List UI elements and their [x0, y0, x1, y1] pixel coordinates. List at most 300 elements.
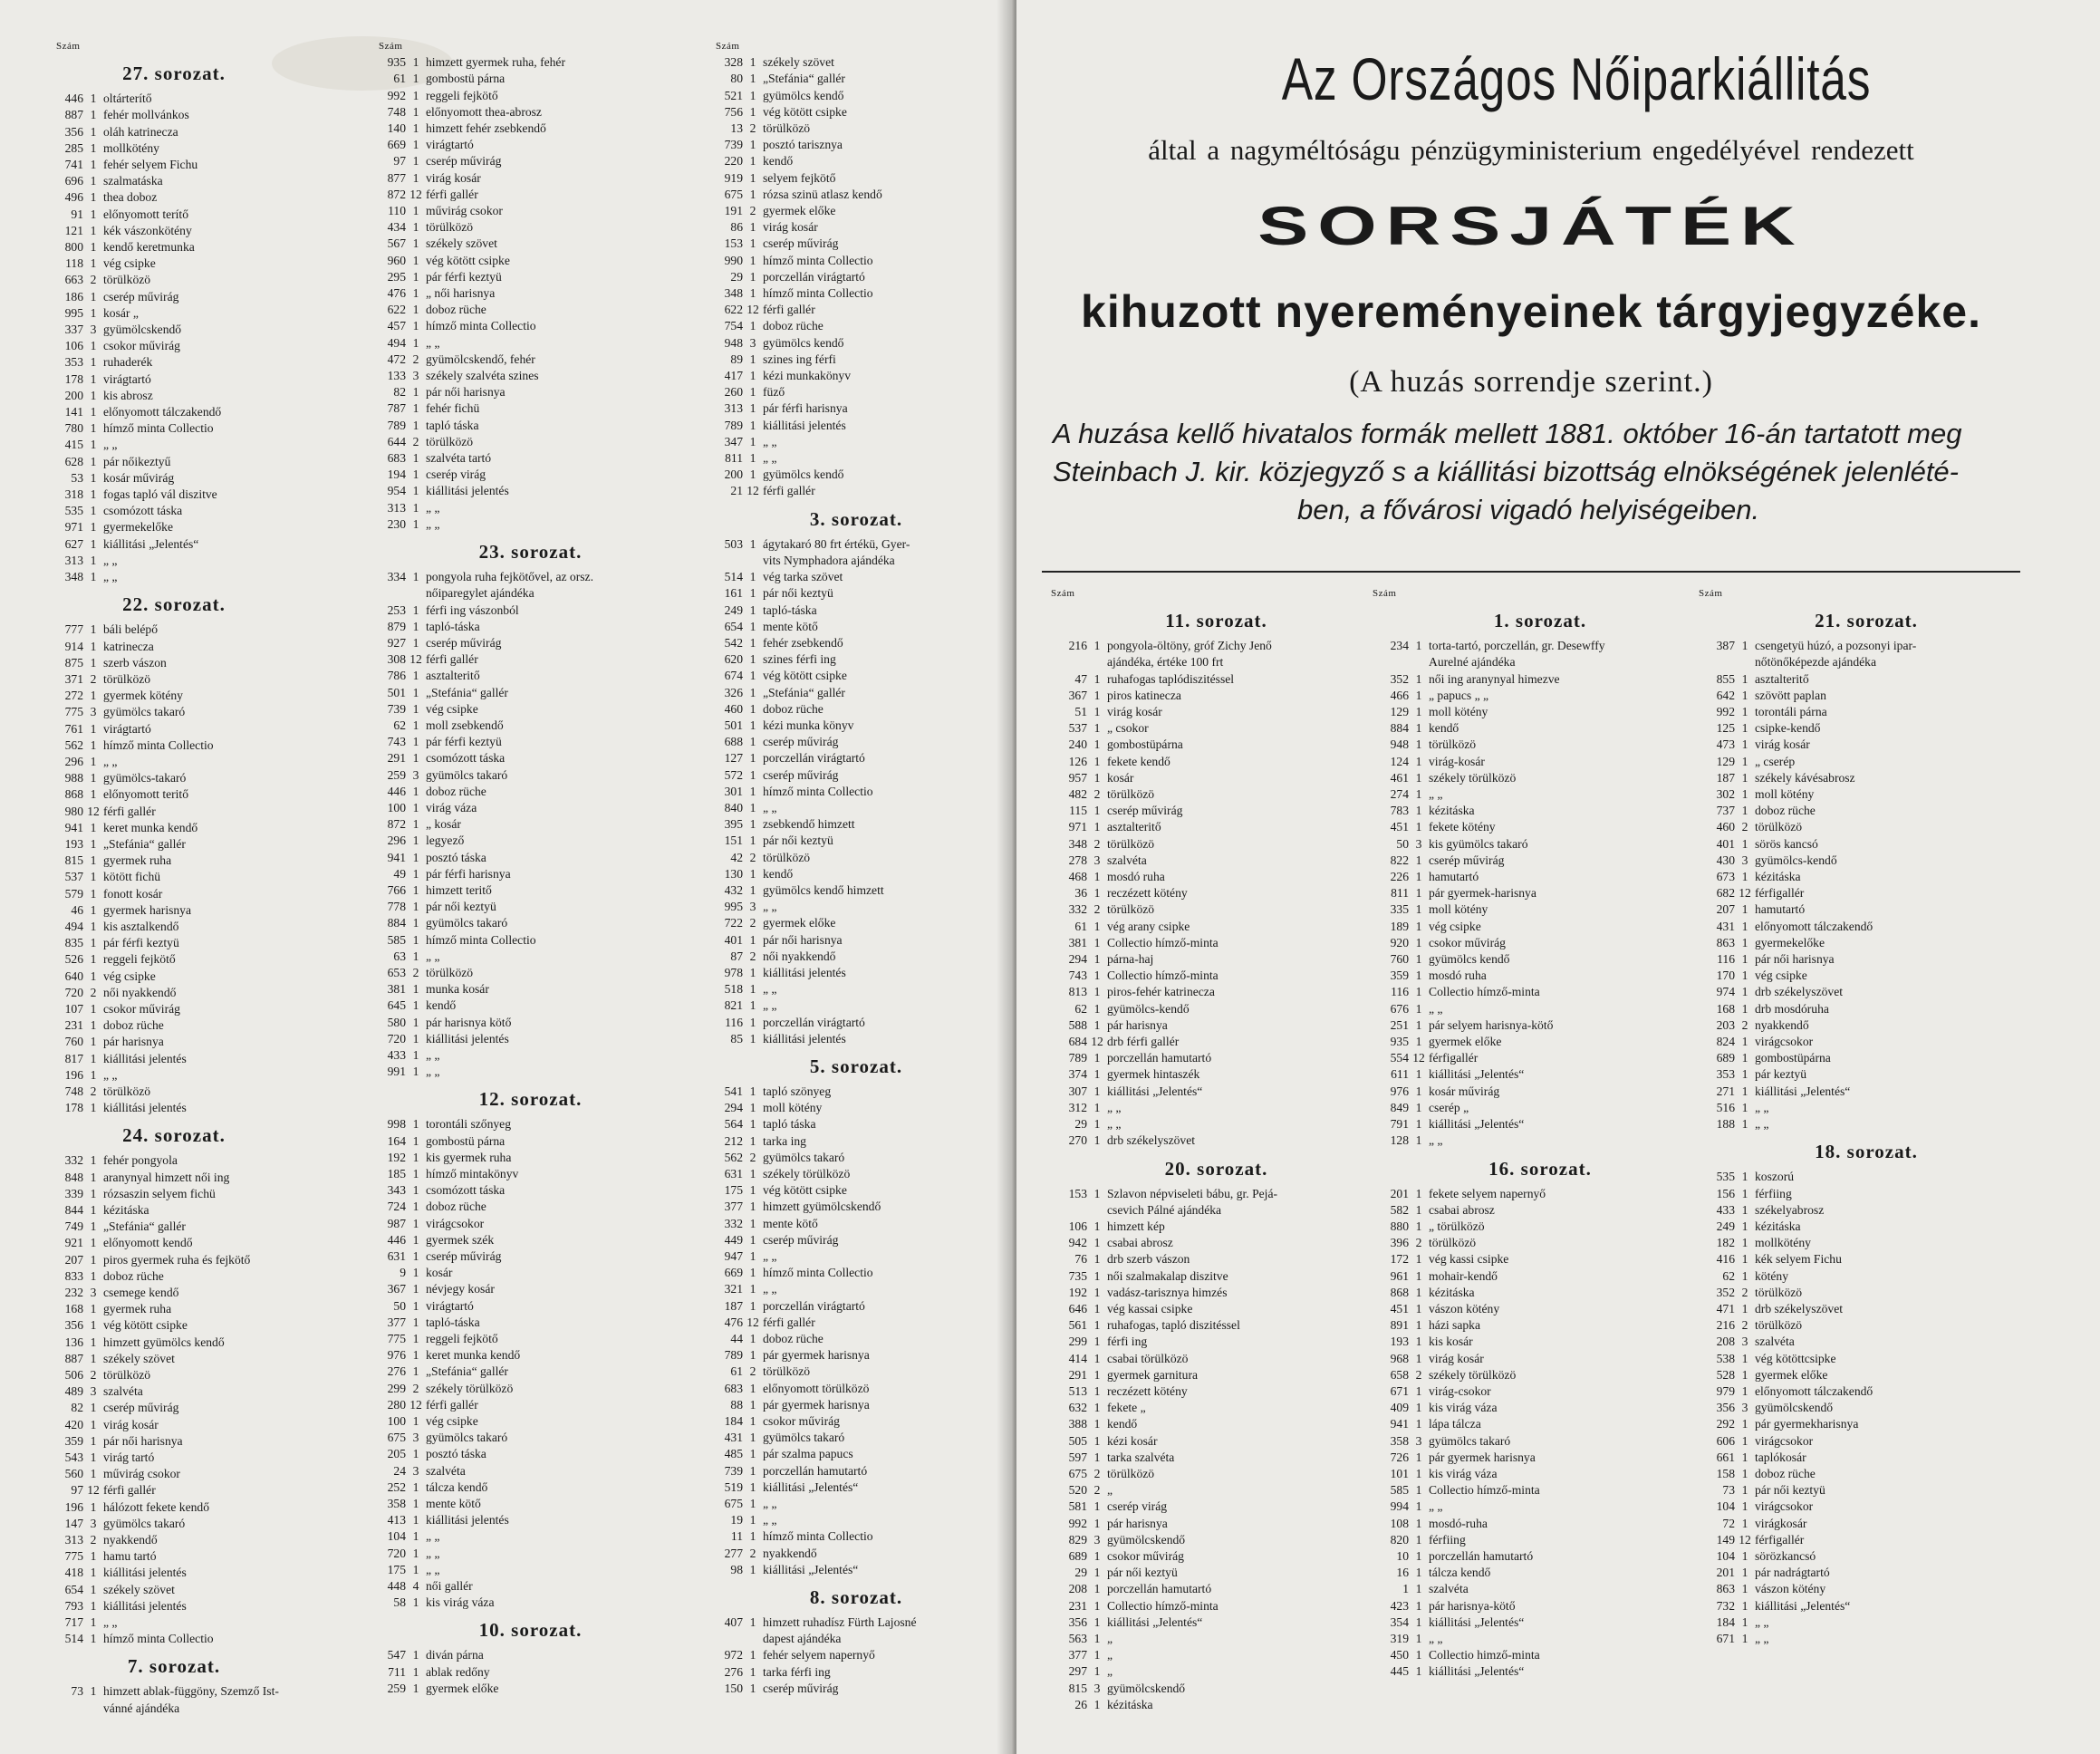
quantity: 1: [412, 635, 419, 650]
quantity: 1: [1741, 1051, 1748, 1065]
ticket-number: 356: [64, 1318, 83, 1333]
quantity: 1: [1415, 935, 1422, 949]
item-description: „Stefánia“ gallér: [103, 1219, 186, 1234]
item-description: „ „: [1429, 1001, 1443, 1016]
prize-row: [716, 1496, 997, 1512]
prize-row: [716, 1381, 997, 1397]
prize-row: [716, 54, 997, 71]
prize-row: [716, 236, 997, 252]
ticket-number: 270: [1068, 1133, 1087, 1148]
ticket-number: 343: [387, 1183, 406, 1198]
quantity: 1: [1093, 935, 1101, 949]
quantity: 1: [90, 902, 97, 917]
quantity: 1: [90, 1302, 97, 1316]
ticket-number: 353: [64, 355, 83, 370]
quantity: 1: [1415, 1017, 1422, 1032]
ticket-number: 50: [393, 1298, 406, 1313]
ticket-number: 787: [387, 401, 406, 416]
ticket-number: 472: [387, 352, 406, 366]
quantity: 1: [90, 787, 97, 802]
item-description: házi sapka: [1429, 1318, 1480, 1333]
quantity: 1: [412, 701, 419, 716]
prize-row: [1051, 1516, 1382, 1532]
ticket-number: 448: [387, 1579, 406, 1594]
item-description: hamutartó: [1429, 870, 1479, 884]
quantity: 1: [749, 434, 756, 448]
ticket-number: 168: [1716, 1001, 1735, 1016]
item-description: szines ing férfi: [763, 352, 836, 366]
item-description: hímző minta Collectio: [103, 737, 214, 752]
prize-row: [379, 1116, 682, 1132]
prize-row: [379, 1315, 682, 1331]
prize-row: [716, 882, 997, 899]
ticket-number: 356: [1068, 1614, 1087, 1629]
item-description: drb székelyszövet: [1755, 1301, 1844, 1316]
item-description: mosdó ruha: [1429, 969, 1487, 983]
item-description: kendő: [763, 866, 794, 881]
item-description: gyümölcskendő: [1107, 1681, 1186, 1695]
quantity: 1: [1741, 935, 1748, 949]
quantity: 1: [749, 685, 756, 699]
quantity: 1: [749, 1167, 756, 1181]
quantity: 1: [90, 108, 97, 122]
prize-row: [1699, 803, 2034, 819]
prize-row: [1051, 1433, 1382, 1450]
quantity: 1: [1093, 1001, 1101, 1016]
prize-row: [379, 467, 682, 483]
item-description: pár gyermek-harisnya: [1429, 886, 1536, 901]
prize-row: [1373, 704, 1708, 720]
ticket-number: 348: [64, 570, 83, 584]
quantity: 1: [1415, 1483, 1422, 1498]
prize-row: [379, 1463, 682, 1479]
item-description: kiállitási „Jelentés“: [1429, 1614, 1525, 1629]
item-description: gyermek előke: [763, 916, 836, 930]
prize-row: [1373, 803, 1708, 819]
ticket-number: 277: [724, 1546, 743, 1560]
ticket-number: 347: [724, 434, 743, 448]
ticket-number: 560: [64, 1467, 83, 1481]
ticket-number: 313: [387, 500, 406, 515]
quantity: 1: [1415, 1285, 1422, 1299]
item-description: törülközö: [1755, 1285, 1803, 1299]
quantity: 1: [412, 253, 419, 267]
item-description: csengetyü húzó, a pozsonyi ipar-: [1755, 639, 1917, 653]
prize-row: [1051, 1499, 1382, 1515]
item-description: moll zsebkendő: [426, 718, 504, 732]
quantity: 1: [90, 1268, 97, 1283]
prize-row: [379, 997, 682, 1014]
ticket-number: 468: [1068, 870, 1087, 884]
item-description: névjegy kosár: [426, 1282, 495, 1296]
item-description: virág kosár: [103, 1417, 159, 1431]
item-description: „ „: [763, 1249, 777, 1264]
ticket-number: 663: [64, 273, 83, 287]
quantity: 1: [749, 800, 756, 814]
ticket-number: [1051, 1202, 1087, 1219]
quantity: 12: [87, 1483, 100, 1498]
item-description: nyakkendő: [763, 1546, 817, 1560]
ticket-number: 193: [64, 836, 83, 851]
ticket-number: 496: [64, 190, 83, 205]
ticket-number: 332: [64, 1153, 83, 1168]
item-description: virágcsokor: [1755, 1499, 1814, 1514]
quantity: 1: [412, 998, 419, 1013]
quantity: 1: [1093, 886, 1101, 901]
item-description: kiállitási „Jelentés“: [1429, 1664, 1525, 1679]
quantity: 1: [412, 335, 419, 350]
prize-row: [1051, 1450, 1382, 1466]
quantity: 1: [1093, 969, 1101, 983]
ticket-number: 872: [387, 187, 406, 201]
prize-row: [1699, 1433, 2034, 1450]
prize-row: [716, 1298, 997, 1315]
ticket-number: 352: [1390, 671, 1409, 686]
prize-row: [716, 1265, 997, 1281]
item-description: hímző minta Collectio: [103, 1632, 214, 1646]
quantity: 1: [412, 204, 419, 218]
item-description: „ „: [1107, 1117, 1122, 1132]
item-description: torta-tartó, porczellán, gr. Desewffy: [1429, 639, 1605, 653]
item-description: férfiing: [1755, 1186, 1792, 1200]
item-description: kiállitási jelentés: [763, 965, 846, 979]
item-description: gyümölcs takaró: [103, 705, 186, 719]
quantity: 1: [749, 385, 756, 400]
quantity: 1: [749, 104, 756, 119]
prize-row: [1699, 688, 2034, 704]
item-description: férfi gallér: [426, 652, 478, 667]
quantity: 1: [412, 619, 419, 633]
prize-row: [716, 153, 997, 169]
item-description: gyermek hintaszék: [1107, 1067, 1200, 1082]
ticket-number: 748: [387, 104, 406, 119]
ticket-number: 675: [724, 187, 743, 201]
ticket-number: 158: [1716, 1466, 1735, 1480]
prize-row: [1051, 1050, 1382, 1066]
prize-row: [379, 88, 682, 104]
ticket-number: 579: [64, 886, 83, 901]
prize-row: [716, 1446, 997, 1462]
item-description: ágytakaró 80 frt értékü, Gyer-: [763, 536, 910, 551]
prize-row: [716, 1166, 997, 1182]
prize-row: [1051, 720, 1382, 737]
ticket-number: 417: [724, 369, 743, 383]
quantity: 2: [1093, 836, 1101, 851]
ticket-number: 189: [1390, 919, 1409, 933]
ticket-number: 359: [64, 1433, 83, 1448]
ticket-number: 377: [724, 1200, 743, 1214]
prize-row: [56, 836, 292, 853]
prize-row: [1051, 770, 1382, 786]
quantity: 1: [412, 1232, 419, 1247]
prize-row: [1699, 1516, 2034, 1532]
prize-row: [716, 899, 997, 915]
ticket-number: 789: [724, 1348, 743, 1363]
prize-row: [379, 1578, 682, 1595]
prize-row: [1373, 1433, 1708, 1450]
ticket-number: 125: [1716, 721, 1735, 736]
quantity: 12: [747, 1315, 759, 1329]
ticket-number: 416: [1716, 1252, 1735, 1267]
prize-row: [379, 1281, 682, 1297]
quantity: 1: [412, 1562, 419, 1576]
quantity: 1: [749, 88, 756, 102]
item-description: nyakkendő: [1755, 1017, 1809, 1032]
quantity: 2: [90, 273, 97, 287]
quantity: 1: [1415, 804, 1422, 818]
ticket-number: 671: [1390, 1383, 1409, 1398]
item-description: „ „: [1107, 1100, 1122, 1114]
ticket-number: 431: [1716, 919, 1735, 933]
item-description: törülközö: [1755, 820, 1803, 834]
quantity: 1: [1741, 969, 1748, 983]
quantity: 1: [749, 767, 756, 782]
quantity: 1: [90, 223, 97, 237]
prize-row: [379, 1216, 682, 1232]
quantity: 1: [1415, 1351, 1422, 1365]
ticket-number: 741: [64, 158, 83, 172]
item-description: pongyola-öltöny, gróf Zichy Jenő: [1107, 639, 1272, 653]
ticket-number: 572: [724, 767, 743, 782]
prize-row: [1699, 1565, 2034, 1581]
ticket-number: 294: [724, 1101, 743, 1115]
ticket-number: 141: [64, 405, 83, 419]
item-description: székely szövet: [103, 1351, 175, 1365]
ticket-number: 848: [64, 1170, 83, 1184]
item-description: csomózott táska: [426, 1183, 506, 1198]
quantity: [1409, 654, 1429, 670]
ticket-number: 669: [387, 138, 406, 152]
prize-row: [716, 816, 997, 833]
item-description: moll kötény: [1755, 787, 1815, 802]
item-description: hamu tartó: [103, 1549, 157, 1564]
prize-row: [56, 255, 292, 272]
quantity: 1: [1093, 1318, 1101, 1333]
quantity: 1: [1741, 836, 1748, 851]
prize-row: [56, 157, 292, 173]
ticket-number: 126: [1068, 754, 1087, 768]
prize-row: [1373, 901, 1708, 918]
ticket-number: 194: [387, 467, 406, 482]
ticket-number: 833: [64, 1268, 83, 1283]
quantity: 1: [412, 1133, 419, 1148]
item-description: gyümölcskendő: [1107, 1532, 1186, 1547]
ticket-number: 537: [64, 870, 83, 884]
quantity: 1: [1093, 1017, 1101, 1032]
item-description: csomózott táska: [103, 504, 183, 518]
ticket-number: 538: [1716, 1351, 1735, 1365]
quantity: 3: [1093, 1532, 1101, 1547]
ticket-number: 356: [1716, 1401, 1735, 1415]
item-description: kis virág váza: [1429, 1466, 1498, 1480]
quantity: 1: [90, 1335, 97, 1349]
quantity: 1: [1093, 1067, 1101, 1082]
ticket-number: 976: [387, 1348, 406, 1363]
item-description: kézitáska: [1429, 804, 1475, 818]
quantity: 1: [412, 1529, 419, 1544]
quantity: 1: [90, 1252, 97, 1267]
item-description: kiállitási jelentés: [763, 418, 846, 432]
prize-row: [716, 269, 997, 285]
quantity: 1: [90, 339, 97, 353]
prize-row: [1699, 1116, 2034, 1132]
ticket-number: 415: [64, 438, 83, 452]
quantity: 1: [412, 1117, 419, 1132]
prize-row: [1373, 1186, 1708, 1202]
ticket-number: 414: [1068, 1351, 1087, 1365]
prize-row: [1373, 1598, 1708, 1614]
prize-row: [716, 734, 997, 750]
ticket-number: 104: [1716, 1499, 1735, 1514]
ticket-number: 884: [387, 916, 406, 930]
ticket-number: 29: [1074, 1566, 1087, 1580]
prize-row: [716, 1528, 997, 1545]
section-heading: 23. sorozat.: [478, 541, 583, 564]
quantity: 1: [1415, 1582, 1422, 1596]
prize-row: [379, 1133, 682, 1150]
quantity: 1: [1741, 919, 1748, 933]
prize-row: [56, 1084, 292, 1100]
ticket-number: 978: [724, 965, 743, 979]
item-description: pár gyermek harisnya: [763, 1397, 870, 1412]
prize-row: [1051, 1466, 1382, 1482]
quantity: 1: [90, 388, 97, 402]
item-description: vég kötött csipke: [103, 1318, 188, 1333]
ticket-number: 562: [724, 1150, 743, 1164]
prize-row: [56, 470, 292, 487]
item-description: „: [1107, 1483, 1113, 1498]
ticket-number: 849: [1390, 1100, 1409, 1114]
prize-row: [1699, 1581, 2034, 1597]
quantity: 1: [749, 138, 756, 152]
item-description: kendő: [426, 998, 457, 1013]
item-description: „ „: [103, 1067, 118, 1082]
ticket-number: 793: [64, 1598, 83, 1613]
quantity: 1: [1741, 770, 1748, 785]
item-description: gyermekelőke: [103, 520, 173, 535]
prize-row: [1051, 1268, 1382, 1285]
quantity: 1: [412, 800, 419, 814]
item-description: himzett gyümölcskendő: [763, 1200, 881, 1214]
quantity: 1: [1415, 1566, 1422, 1580]
ticket-number: 395: [724, 817, 743, 832]
ticket-number: 82: [393, 385, 406, 400]
prize-row: [56, 404, 292, 420]
quantity: 1: [1093, 1697, 1101, 1711]
section-heading: 18. sorozat.: [1815, 1141, 1918, 1163]
quantity: 1: [90, 1615, 97, 1630]
prize-row: [56, 1482, 292, 1499]
ticket-number: 775: [64, 1549, 83, 1564]
prize-row: [716, 585, 997, 602]
quantity: 1: [749, 1397, 756, 1412]
item-description: „ „: [1429, 1133, 1443, 1148]
quantity: 1: [1741, 1614, 1748, 1629]
item-description: virág kosár: [426, 170, 481, 185]
item-description: „ „: [763, 1513, 777, 1528]
prize-row: [1699, 1466, 2034, 1482]
item-description: gyümölcs takaró: [1429, 1433, 1511, 1448]
item-description: himzett ablak-függöny, Szemző Ist-: [103, 1684, 279, 1699]
prize-row: [379, 949, 682, 965]
item-description: porczellán virágtartó: [763, 1015, 865, 1029]
item-description: koszorú: [1755, 1170, 1795, 1184]
quantity: 1: [749, 1216, 756, 1230]
prize-row: [1373, 1581, 1708, 1597]
section-heading: 10. sorozat.: [478, 1619, 583, 1642]
prize-row: [379, 965, 682, 981]
quantity: 1: [1415, 1067, 1422, 1082]
item-description: férfi gallér: [763, 1315, 815, 1329]
quantity: 1: [1093, 820, 1101, 834]
ticket-number: 259: [387, 1681, 406, 1695]
ticket-number: 296: [387, 834, 406, 848]
prize-row: [1051, 1219, 1382, 1235]
ticket-number: 423: [1390, 1598, 1409, 1613]
prize-row: [716, 949, 997, 965]
quantity: 2: [749, 916, 756, 930]
item-description: pár női keztyü: [1755, 1483, 1825, 1498]
prize-row: [1373, 935, 1708, 951]
prize-row: [716, 553, 997, 569]
quantity: 12: [409, 652, 422, 667]
right-column-1: [1051, 585, 1382, 1713]
ticket-number: 151: [724, 834, 743, 848]
item-description: pár férfi keztyü: [426, 269, 502, 284]
quantity: 1: [90, 1101, 97, 1115]
ticket-number: 251: [1390, 1017, 1409, 1032]
ticket-number: 73: [71, 1684, 83, 1699]
ticket-number: 445: [1390, 1664, 1409, 1679]
ticket-number: 720: [64, 985, 83, 999]
ticket-number: 24: [393, 1463, 406, 1478]
quantity: 1: [1741, 705, 1748, 719]
prize-row: [1373, 1466, 1708, 1482]
item-description: mosdó ruha: [1107, 870, 1165, 884]
right-column-3: [1699, 585, 2034, 1647]
ticket-number: 42: [730, 850, 743, 864]
prize-row: [379, 585, 682, 602]
ticket-number: 501: [724, 718, 743, 732]
quantity: 1: [1741, 1582, 1748, 1596]
ticket-number: 935: [1390, 1035, 1409, 1049]
prize-row: [1373, 688, 1708, 704]
ticket-number: 98: [730, 1562, 743, 1576]
prize-row: [1699, 1169, 2034, 1185]
ticket-number: 724: [387, 1200, 406, 1214]
item-description: székely törülközö: [1429, 770, 1517, 785]
item-description: doboz rüche: [426, 303, 486, 317]
ticket-number: 276: [387, 1364, 406, 1379]
ticket-number: 249: [724, 602, 743, 617]
column-header: Szám: [1051, 588, 1075, 599]
item-description: Collectio hímző-minta: [1107, 1598, 1219, 1613]
item-description: szalvéta: [426, 1463, 466, 1478]
prize-row: [716, 932, 997, 949]
item-description: csokor művirág: [103, 339, 180, 353]
item-description: tapló táska: [426, 418, 479, 432]
item-description: csabai törülközö: [1107, 1351, 1189, 1365]
ticket-number: 537: [1068, 721, 1087, 736]
prize-row: [56, 1017, 292, 1034]
ticket-number: 775: [387, 1332, 406, 1346]
item-description: himzett fehér zsebkendő: [426, 121, 546, 136]
prize-row: [1373, 1334, 1708, 1350]
prize-row: [716, 253, 997, 269]
section-heading: 8. sorozat.: [809, 1586, 903, 1609]
item-description: porczellán hamutartó: [1429, 1548, 1534, 1563]
prize-row: [1051, 885, 1382, 901]
